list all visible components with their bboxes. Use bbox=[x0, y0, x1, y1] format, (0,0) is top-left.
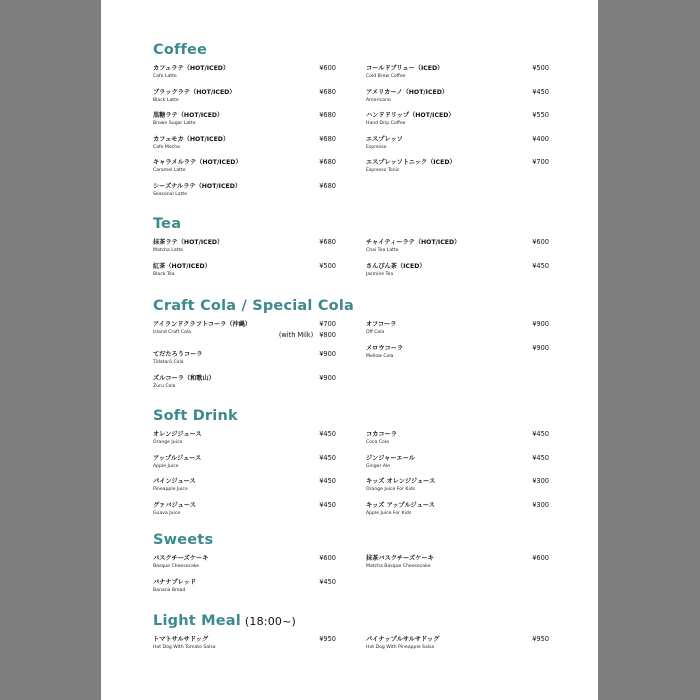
menu-item-price: ¥450 bbox=[319, 500, 336, 509]
menu-item bbox=[153, 320, 336, 350]
menu-item-name: アメリカーノ（HOT/ICED） bbox=[366, 88, 449, 96]
menu-item-english-name: Basque Cheesecake bbox=[153, 564, 200, 569]
menu-column-left bbox=[153, 238, 336, 285]
menu-item-price: ¥900 bbox=[532, 320, 549, 328]
menu-item-price: ¥450 bbox=[532, 430, 549, 438]
menu-item bbox=[153, 238, 336, 262]
menu-item-price: ¥450 bbox=[319, 453, 336, 462]
menu-column-left bbox=[153, 64, 336, 205]
menu-item bbox=[153, 350, 336, 374]
menu-item-english-name: Island Craft Cola bbox=[153, 330, 191, 335]
section-craft-cola bbox=[153, 296, 553, 389]
menu-item-english-name: Matcha Latte bbox=[153, 248, 184, 253]
menu-item-name: てだたろうコーラ bbox=[153, 351, 203, 358]
menu-item bbox=[153, 135, 336, 159]
menu-item-name: シーズナルラテ（HOT/ICED） bbox=[153, 182, 242, 190]
menu-item-name: 紅茶（HOT/ICED） bbox=[153, 262, 211, 270]
menu-item-english-name: Espresso bbox=[366, 144, 387, 150]
menu-item-name: ズルコーラ（和歌山） bbox=[153, 374, 215, 382]
menu-item-price: ¥600 bbox=[319, 64, 336, 72]
menu-item-name: オフコーラ bbox=[366, 321, 397, 328]
menu-item-english-name: Americano bbox=[366, 97, 391, 103]
menu-item-price: ¥450 bbox=[532, 87, 549, 96]
menu-item-english-name: Banana Bread bbox=[153, 587, 186, 593]
menu-item bbox=[153, 554, 336, 578]
menu-item-name: パインジュース bbox=[153, 478, 196, 485]
menu-item-name: コカコーラ bbox=[366, 431, 397, 438]
menu-item-name: パイナップルサルサドッグ bbox=[366, 636, 440, 643]
menu-item-english-name: Hot Dog With Tomato Salsa bbox=[153, 645, 216, 650]
menu-item-english-name: Guava Juice bbox=[153, 510, 181, 516]
menu-item-price: ¥680 bbox=[319, 238, 336, 246]
menu-item bbox=[366, 454, 549, 478]
menu-item-english-name: Caramel Latte bbox=[153, 168, 186, 173]
menu-item bbox=[153, 635, 336, 659]
section-title: Craft Cola / Special Cola bbox=[153, 298, 354, 314]
menu-item bbox=[153, 501, 336, 525]
menu-item-english-name: Hot Dog With Pineapple Salsa bbox=[366, 645, 435, 650]
menu-item-price: ¥900 bbox=[319, 373, 336, 382]
menu-item-name: コールドブリュー（ICED） bbox=[366, 65, 444, 72]
menu-item-english-name: Orange Juice bbox=[153, 440, 183, 445]
menu-item-price: ¥950 bbox=[532, 635, 549, 643]
menu-item-english-name: Apple Juice bbox=[153, 463, 179, 469]
menu-column-right bbox=[366, 238, 549, 285]
menu-column-right bbox=[366, 64, 549, 182]
menu-item-name: カフェラテ（HOT/ICED） bbox=[153, 65, 230, 72]
section-title: Light Meal (18:00~) bbox=[153, 613, 297, 629]
menu-item-price: ¥950 bbox=[319, 635, 336, 643]
menu-column-right bbox=[366, 554, 549, 578]
menu-item-name: アイランドクラフトコーラ（沖縄） bbox=[153, 321, 252, 328]
section-coffee bbox=[153, 40, 553, 197]
menu-item-english-name: Cafe Mocha bbox=[153, 144, 180, 150]
menu-item-english-name: Apple Juice For Kids bbox=[366, 510, 412, 516]
menu-item-price: ¥680 bbox=[319, 111, 336, 119]
menu-item bbox=[366, 320, 549, 344]
menu-item bbox=[366, 430, 549, 454]
menu-item-english-name: Orange Juice For Kids bbox=[366, 487, 416, 492]
menu-item-english-name: Off Cola bbox=[366, 330, 385, 335]
menu-page bbox=[101, 0, 598, 700]
menu-item-name: オレンジジュース bbox=[153, 431, 202, 438]
menu-item bbox=[366, 238, 549, 262]
menu-column-left bbox=[153, 554, 336, 601]
menu-item-english-name: Brown Sugar Latte bbox=[153, 121, 196, 126]
menu-item bbox=[366, 344, 549, 368]
menu-item-option-price: ¥800 bbox=[319, 331, 336, 339]
menu-item-price: ¥600 bbox=[319, 554, 336, 562]
menu-item-price: ¥700 bbox=[532, 158, 549, 166]
menu-item bbox=[366, 635, 549, 659]
section-title: Tea bbox=[153, 216, 182, 232]
menu-item-price: ¥450 bbox=[532, 261, 549, 270]
menu-item-name: トマトサルサドッグ bbox=[153, 636, 209, 643]
menu-item-name: キャラメルラテ（HOT/ICED） bbox=[153, 159, 242, 166]
section-light-meal bbox=[153, 611, 553, 650]
menu-item-price: ¥900 bbox=[319, 350, 336, 358]
menu-item-price: ¥300 bbox=[532, 477, 549, 485]
menu-item-english-name: Ginger Ale bbox=[366, 463, 391, 469]
menu-item-name: 抹茶ラテ（HOT/ICED） bbox=[153, 239, 224, 246]
menu-item-name: チャイティーラテ（HOT/ICED） bbox=[366, 239, 461, 246]
menu-item-name: カフェモカ（HOT/ICED） bbox=[153, 135, 230, 143]
menu-item-price: ¥550 bbox=[532, 111, 549, 119]
menu-item-price: ¥400 bbox=[532, 134, 549, 143]
menu-item bbox=[366, 64, 549, 88]
menu-item-price: ¥450 bbox=[319, 577, 336, 586]
menu-item-name: メロウコーラ bbox=[366, 344, 404, 352]
menu-item-price: ¥450 bbox=[319, 477, 336, 485]
menu-item bbox=[366, 88, 549, 112]
menu-item bbox=[153, 64, 336, 88]
menu-item-name: さんぴん茶（ICED） bbox=[366, 262, 426, 270]
menu-item bbox=[366, 262, 549, 286]
section-note: (18:00~) bbox=[244, 615, 297, 628]
menu-item-name: ブラックラテ（HOT/ICED） bbox=[153, 88, 236, 96]
menu-item-english-name: Matcha Basque Cheesecake bbox=[366, 564, 431, 569]
section-title: Sweets bbox=[153, 532, 214, 548]
menu-item-name: ハンドドリップ（HOT/ICED） bbox=[366, 112, 455, 119]
menu-item-price: ¥900 bbox=[532, 343, 549, 352]
menu-item-english-name: Pineapple Juice bbox=[153, 487, 188, 492]
menu-item-price: ¥500 bbox=[319, 261, 336, 270]
section-title: Coffee bbox=[153, 42, 208, 58]
menu-item bbox=[366, 135, 549, 159]
menu-item-option-label: (with Milk) bbox=[278, 331, 314, 339]
section-title: Soft Drink bbox=[153, 408, 238, 424]
menu-item-price: ¥600 bbox=[532, 554, 549, 562]
section-soft-drink bbox=[153, 406, 553, 516]
menu-item bbox=[153, 262, 336, 286]
menu-item-english-name: Black Tea bbox=[153, 271, 175, 277]
menu-item-name: エスプレッソトニック（ICED） bbox=[366, 159, 456, 166]
menu-item-price: ¥680 bbox=[319, 181, 336, 190]
menu-item bbox=[153, 182, 336, 206]
menu-item-english-name: Chai Tea Latte bbox=[366, 248, 399, 253]
menu-item-english-name: Black Latte bbox=[153, 97, 179, 103]
menu-column-right bbox=[366, 635, 549, 659]
menu-item-price: ¥450 bbox=[319, 430, 336, 438]
menu-item-price: ¥500 bbox=[532, 64, 549, 72]
menu-item-name: ジンジャーエール bbox=[366, 454, 415, 462]
menu-item-name: エスプレッソ bbox=[366, 135, 403, 143]
menu-item bbox=[366, 111, 549, 135]
menu-item-name: キッズ オレンジジュース bbox=[366, 478, 436, 485]
menu-item-price: ¥680 bbox=[319, 134, 336, 143]
menu-item-english-name: Cafe Latte bbox=[153, 74, 177, 79]
menu-item-english-name: Coca Cola bbox=[366, 440, 389, 445]
menu-item-name: アップルジュース bbox=[153, 454, 202, 462]
menu-item bbox=[153, 454, 336, 478]
menu-item bbox=[153, 158, 336, 182]
menu-item-english-name: Jasmine Tea bbox=[366, 271, 394, 277]
menu-column-left bbox=[153, 320, 336, 397]
menu-item-name: バナナブレッド bbox=[153, 578, 197, 586]
menu-item-price: ¥680 bbox=[319, 87, 336, 96]
menu-item-price: ¥600 bbox=[532, 238, 549, 246]
menu-item bbox=[153, 477, 336, 501]
menu-item-english-name: Mellow Cola bbox=[366, 353, 394, 359]
menu-item-name: グァバジュース bbox=[153, 501, 196, 509]
menu-item bbox=[153, 374, 336, 398]
menu-item-name: バスクチーズケーキ bbox=[153, 555, 209, 562]
menu-item-price: ¥450 bbox=[532, 453, 549, 462]
menu-column-right bbox=[366, 320, 549, 367]
menu-column-left bbox=[153, 635, 336, 659]
menu-item-english-name: Cold Brew Coffee bbox=[366, 74, 406, 79]
menu-item bbox=[153, 88, 336, 112]
menu-item-english-name: Espresso Tonic bbox=[366, 168, 400, 173]
menu-item bbox=[366, 158, 549, 182]
section-sweets bbox=[153, 530, 553, 593]
menu-item-price: ¥300 bbox=[532, 500, 549, 509]
menu-item-english-name: Tidatarō Cola bbox=[153, 360, 184, 365]
menu-column-left bbox=[153, 430, 336, 524]
menu-item-price: ¥680 bbox=[319, 158, 336, 166]
menu-item-english-name: Zuru Cola bbox=[153, 383, 176, 389]
menu-item-name: 黒糖ラテ（HOT/ICED） bbox=[153, 112, 224, 119]
menu-column-right bbox=[366, 430, 549, 524]
menu-item bbox=[153, 111, 336, 135]
menu-item bbox=[153, 578, 336, 602]
menu-item bbox=[153, 430, 336, 454]
menu-item bbox=[366, 477, 549, 501]
menu-item-english-name: Seasonal Latte bbox=[153, 191, 188, 197]
section-tea bbox=[153, 214, 553, 277]
menu-item-price: ¥700 bbox=[319, 320, 336, 328]
menu-item bbox=[366, 501, 549, 525]
menu-item-name: キッズ アップルジュース bbox=[366, 501, 435, 509]
menu-item-english-name: Hand Drip Coffee bbox=[366, 121, 406, 126]
menu-item-name: 抹茶バスクチーズケーキ bbox=[366, 555, 434, 562]
menu-item bbox=[366, 554, 549, 578]
menu-item-option bbox=[279, 331, 336, 340]
